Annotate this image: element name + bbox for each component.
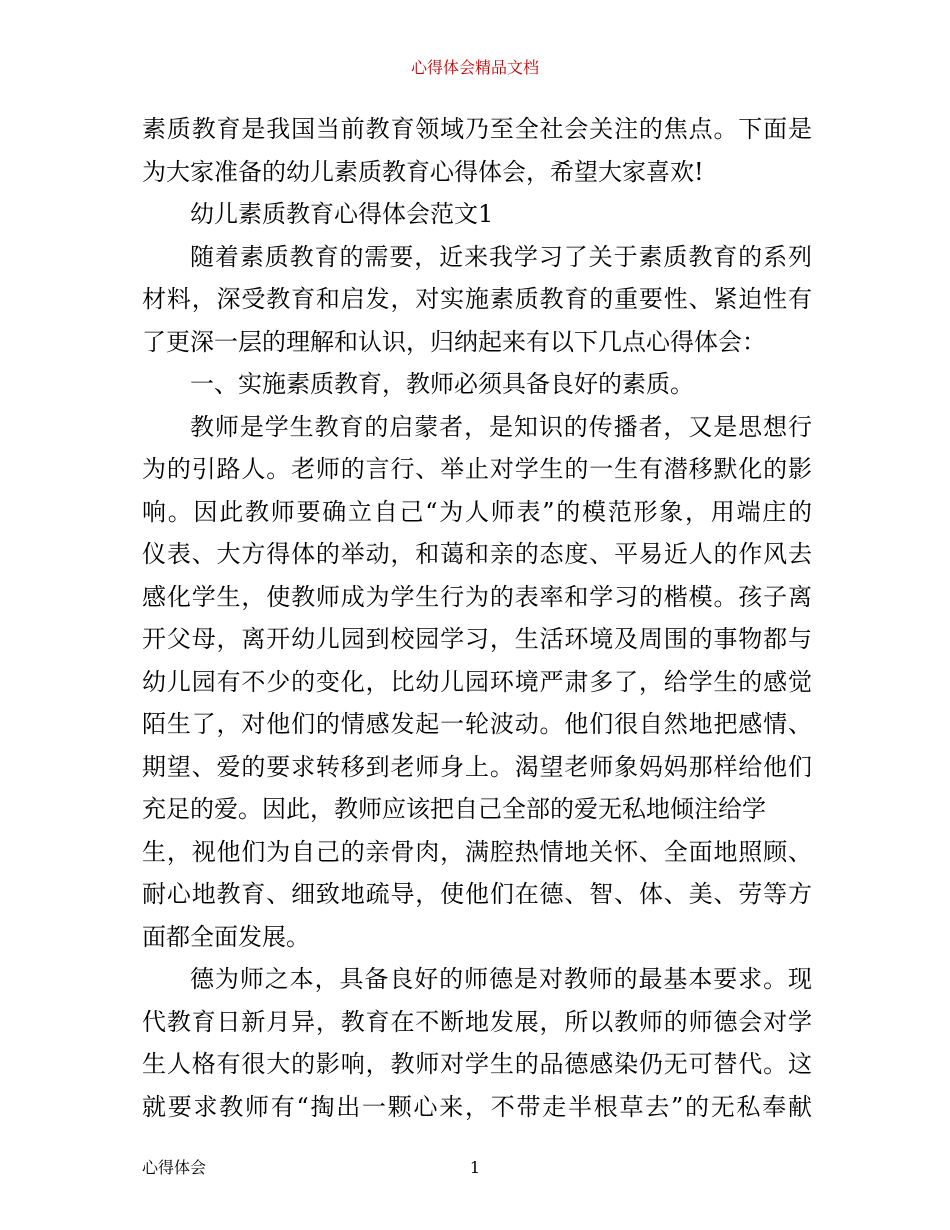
text-line: 开父母，离开幼儿园到校园学习，生活环境及周围的事物都与 <box>142 625 812 653</box>
text-line: 面都全面发展。 <box>142 922 310 951</box>
text-line: 为大家准备的幼儿素质教育心得体会，希望大家喜欢! <box>142 157 704 186</box>
text-line: 生，视他们为自己的亲骨肉，满腔热情地关怀、全面地照顾、 <box>142 837 812 866</box>
text-line: 生人格有很大的影响，教师对学生的品德感染仍无可替代。这 <box>142 1050 812 1078</box>
text-line: 就要求教师有“掏出一颗心来，不带走半根草去”的无私奉献 <box>142 1092 812 1121</box>
page-number: 1 <box>469 1158 481 1177</box>
text-line: 幼儿园有不少的变化，比幼儿园环境严肃多了，给学生的感觉 <box>142 667 812 696</box>
text-line: 代教育日新月异，教育在不断地发展，所以教师的师德会对学 <box>142 1007 812 1036</box>
text-line: 材料，深受教育和启发，对实施素质教育的重要性、紧迫性有 <box>142 285 812 313</box>
text-line: 仪表、大方得体的举动，和蔼和亲的态度、平易近人的作风去 <box>142 540 812 568</box>
text-line: 耐心地教育、细致地疏导，使他们在德、智、体、美、劳等方 <box>142 880 812 908</box>
text-line: 素质教育是我国当前教育领域乃至全社会关注的焦点。下面是 <box>142 115 812 143</box>
document-body <box>142 108 812 1128</box>
text-line: 响。因此教师要确立自己“为人师表”的模范形象，用端庄的 <box>142 497 812 526</box>
text-line: 充足的爱。因此，教师应该把自己全部的爱无私地倾注给学 <box>142 795 766 823</box>
page-header-title: 心得体会精品文档 <box>410 58 539 77</box>
text-line: 教师是学生教育的启蒙者，是知识的传播者，又是思想行 <box>190 412 812 441</box>
footer-label: 心得体会 <box>142 1158 207 1177</box>
text-line: 德为师之本，具备良好的师德是对教师的最基本要求。现 <box>190 965 812 993</box>
text-line: 陌生了，对他们的情感发起一轮波动。他们很自然地把感情、 <box>142 710 812 738</box>
section-title: 幼儿素质教育心得体会范文1 <box>190 200 494 228</box>
text-line: 为的引路人。老师的言行、举止对学生的一生有潜移默化的影 <box>142 455 812 483</box>
text-line: 感化学生，使教师成为学生行为的表率和学习的楷模。孩子离 <box>142 582 812 611</box>
text-line: 期望、爱的要求转移到老师身上。渴望老师象妈妈那样给他们 <box>142 752 812 781</box>
section-heading: 一、实施素质教育，教师必须具备良好的素质。 <box>190 370 694 398</box>
text-line: 随着素质教育的需要，近来我学习了关于素质教育的系列 <box>190 242 812 271</box>
text-line: 了更深一层的理解和认识，归纳起来有以下几点心得体会： <box>142 327 766 356</box>
